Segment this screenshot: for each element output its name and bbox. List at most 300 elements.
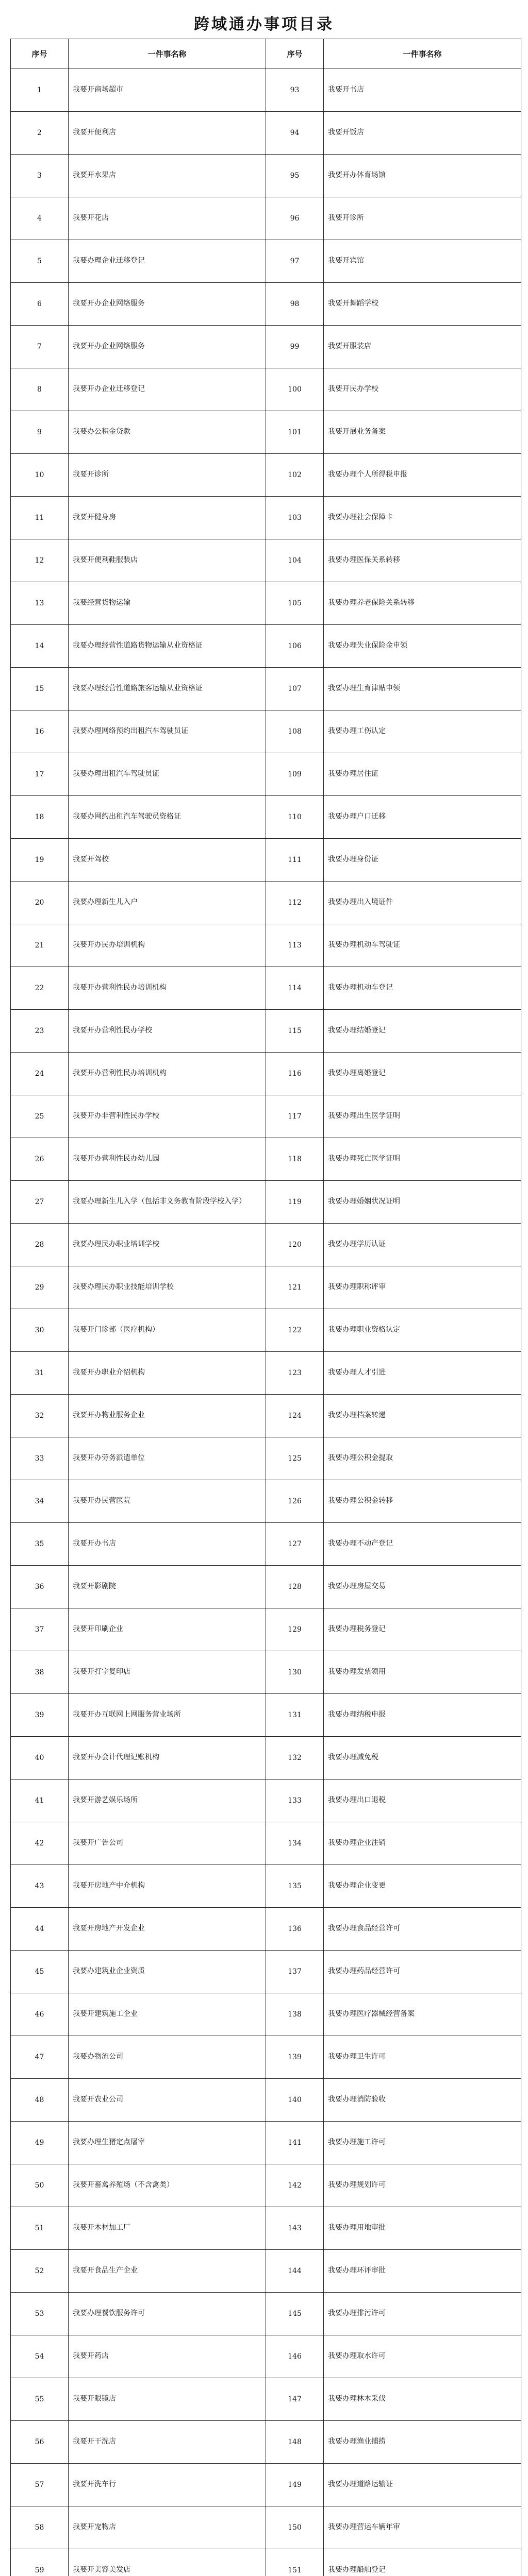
row-number: 46: [11, 1993, 69, 2036]
matter-name: 我要开诊所: [69, 454, 266, 497]
matter-name: 我要办理减免税: [324, 1737, 521, 1780]
table-row: [11, 1993, 521, 2036]
row-number: 125: [266, 1437, 324, 1480]
table-row: [11, 2506, 521, 2549]
row-number: 129: [266, 1608, 324, 1651]
matter-name: 我要办理身份证: [324, 839, 521, 882]
matter-name: 我要办理机动车驾驶证: [324, 924, 521, 967]
matter-name: 我要办理林木采伐: [324, 2378, 521, 2421]
row-number: 11: [11, 497, 69, 539]
row-number: 40: [11, 1737, 69, 1780]
matter-name: 我要开办民营医院: [69, 1480, 266, 1523]
matter-name: 我要办理不动产登记: [324, 1523, 521, 1566]
matter-name: 我要开健身房: [69, 497, 266, 539]
row-number: 149: [266, 2464, 324, 2506]
matter-name: 我要开办企业网络服务: [69, 326, 266, 368]
table-row: [11, 1437, 521, 1480]
matter-name: 我要开办职业介绍机构: [69, 1352, 266, 1395]
matter-name: 我要开办劳务派遣单位: [69, 1437, 266, 1480]
row-number: 99: [266, 326, 324, 368]
table-row: [11, 2164, 521, 2207]
matter-name: 我要办理新生儿入户: [69, 882, 266, 924]
matter-name: 我要办理出生医学证明: [324, 1095, 521, 1138]
row-number: 57: [11, 2464, 69, 2506]
table-row: [11, 240, 521, 283]
table-row: [11, 1694, 521, 1737]
matter-name: 我要开饭店: [324, 112, 521, 155]
matter-name: 我要办理船舶登记: [324, 2549, 521, 2576]
row-number: 100: [266, 368, 324, 411]
row-number: 112: [266, 882, 324, 924]
matter-name: 我要办理出租汽车驾驶员证: [69, 753, 266, 796]
table-row: [11, 1822, 521, 1865]
matter-name: 我要开宠物店: [69, 2506, 266, 2549]
matter-name: 我要开办民办培训机构: [69, 924, 266, 967]
matter-name: 我要开办书店: [69, 1523, 266, 1566]
row-number: 143: [266, 2207, 324, 2250]
matter-name: 我要办理食品经营许可: [324, 1908, 521, 1951]
matter-name: 我要办理生猪定点屠宰: [69, 2122, 266, 2164]
row-number: 7: [11, 326, 69, 368]
matter-name: 我要办理出口退税: [324, 1780, 521, 1822]
row-number: 10: [11, 454, 69, 497]
row-number: 1: [11, 69, 69, 112]
table-row: [11, 1651, 521, 1694]
matter-name: 我要开展业务备案: [324, 411, 521, 454]
header-no-right: 序号: [266, 39, 324, 69]
matter-name: 我要办理学历认证: [324, 1224, 521, 1266]
table-row: [11, 1566, 521, 1608]
table-row: [11, 753, 521, 796]
table-row: [11, 1010, 521, 1053]
matter-name: 我要开办营利性民办学校: [69, 1010, 266, 1053]
table-row: [11, 2250, 521, 2293]
matter-name: 我要开办营利性民办培训机构: [69, 1053, 266, 1095]
table-row: [11, 882, 521, 924]
row-number: 22: [11, 967, 69, 1010]
row-number: 108: [266, 710, 324, 753]
row-number: 50: [11, 2164, 69, 2207]
row-number: 24: [11, 1053, 69, 1095]
table-row: [11, 1780, 521, 1822]
row-number: 138: [266, 1993, 324, 2036]
matter-name: 我要开房地产中介机构: [69, 1865, 266, 1908]
matter-name: 我要办理公积金转移: [324, 1480, 521, 1523]
row-number: 97: [266, 240, 324, 283]
row-number: 147: [266, 2378, 324, 2421]
matter-name: 我要办理企业注销: [324, 1822, 521, 1865]
matter-name: 我要办理网络预约出租汽车驾驶员证: [69, 710, 266, 753]
row-number: 117: [266, 1095, 324, 1138]
matter-name: 我要办理取水许可: [324, 2335, 521, 2378]
matter-name: 我要开便利店: [69, 112, 266, 155]
matter-name: 我要办理药品经营许可: [324, 1951, 521, 1993]
row-number: 34: [11, 1480, 69, 1523]
matter-name: 我要办理出入境证件: [324, 882, 521, 924]
row-number: 115: [266, 1010, 324, 1053]
matter-name: 我要开食品生产企业: [69, 2250, 266, 2293]
matter-name: 我要办理企业变更: [324, 1865, 521, 1908]
matter-name: 我要办理职称评审: [324, 1266, 521, 1309]
row-number: 128: [266, 1566, 324, 1608]
row-number: 33: [11, 1437, 69, 1480]
table-row: [11, 454, 521, 497]
table-row: [11, 1095, 521, 1138]
matter-name: 我要开诊所: [324, 197, 521, 240]
table-row: [11, 1608, 521, 1651]
table-body: [11, 69, 521, 2576]
table-row: [11, 710, 521, 753]
matter-name: 我要办理个人所得税申报: [324, 454, 521, 497]
matter-name: 我要开药店: [69, 2335, 266, 2378]
matter-name: 我要办理房屋交易: [324, 1566, 521, 1608]
table-row: [11, 1395, 521, 1437]
row-number: 135: [266, 1865, 324, 1908]
matter-name: 我要开办企业迁移登记: [69, 368, 266, 411]
row-number: 28: [11, 1224, 69, 1266]
table-row: [11, 326, 521, 368]
row-number: 31: [11, 1352, 69, 1395]
row-number: 111: [266, 839, 324, 882]
row-number: 137: [266, 1951, 324, 1993]
row-number: 59: [11, 2549, 69, 2576]
row-number: 12: [11, 539, 69, 582]
row-number: 20: [11, 882, 69, 924]
matter-name: 我要开服装店: [324, 326, 521, 368]
row-number: 21: [11, 924, 69, 967]
table-row: [11, 539, 521, 582]
table-row: [11, 1523, 521, 1566]
row-number: 49: [11, 2122, 69, 2164]
matter-name: 我要开便利鞋服装店: [69, 539, 266, 582]
row-number: 136: [266, 1908, 324, 1951]
matter-name: 我要办理税务登记: [324, 1608, 521, 1651]
row-number: 113: [266, 924, 324, 967]
table-row: [11, 2464, 521, 2506]
row-number: 2: [11, 112, 69, 155]
matter-name: 我要办理渔业捕捞: [324, 2421, 521, 2464]
matter-name: 我要开房地产开发企业: [69, 1908, 266, 1951]
row-number: 13: [11, 582, 69, 625]
row-number: 5: [11, 240, 69, 283]
table-row: [11, 368, 521, 411]
matter-name: 我要办理施工许可: [324, 2122, 521, 2164]
row-number: 41: [11, 1780, 69, 1822]
table-row: [11, 2293, 521, 2335]
row-number: 132: [266, 1737, 324, 1780]
matter-name: 我要办公积金贷款: [69, 411, 266, 454]
matter-name: 我要开水果店: [69, 155, 266, 197]
matter-name: 我要开民办学校: [324, 368, 521, 411]
row-number: 119: [266, 1181, 324, 1224]
table-row: [11, 1352, 521, 1395]
matter-name: 我要办理营运车辆年审: [324, 2506, 521, 2549]
table-header-row: [11, 39, 521, 69]
row-number: 116: [266, 1053, 324, 1095]
row-number: 103: [266, 497, 324, 539]
table-row: [11, 796, 521, 839]
row-number: 37: [11, 1608, 69, 1651]
table-row: [11, 625, 521, 668]
row-number: 124: [266, 1395, 324, 1437]
row-number: 134: [266, 1822, 324, 1865]
matter-name: 我要办理档案转递: [324, 1395, 521, 1437]
row-number: 29: [11, 1266, 69, 1309]
matter-name: 我要办理公积金提取: [324, 1437, 521, 1480]
row-number: 8: [11, 368, 69, 411]
row-number: 51: [11, 2207, 69, 2250]
matter-name: 我要办物流公司: [69, 2036, 266, 2079]
matter-name: 我要开办非营利性民办学校: [69, 1095, 266, 1138]
matter-name: 我要开办会计代理记账机构: [69, 1737, 266, 1780]
row-number: 106: [266, 625, 324, 668]
matter-name: 我要办理机动车登记: [324, 967, 521, 1010]
table-row: [11, 2036, 521, 2079]
row-number: 27: [11, 1181, 69, 1224]
matter-name: 我要办理离婚登记: [324, 1053, 521, 1095]
row-number: 18: [11, 796, 69, 839]
matter-name: 我要开打字复印店: [69, 1651, 266, 1694]
table-row: [11, 2549, 521, 2576]
row-number: 104: [266, 539, 324, 582]
row-number: 133: [266, 1780, 324, 1822]
table-row: [11, 1138, 521, 1181]
row-number: 94: [266, 112, 324, 155]
row-number: 14: [11, 625, 69, 668]
row-number: 121: [266, 1266, 324, 1309]
matter-name: 我要开影剧院: [69, 1566, 266, 1608]
matter-name: 我要办网约出租汽车驾驶员资格证: [69, 796, 266, 839]
matter-name: 我要办理企业迁移登记: [69, 240, 266, 283]
row-number: 4: [11, 197, 69, 240]
matter-name: 我要办理医保关系转移: [324, 539, 521, 582]
table-row: [11, 497, 521, 539]
row-number: 16: [11, 710, 69, 753]
matter-name: 我要办理发票领用: [324, 1651, 521, 1694]
row-number: 101: [266, 411, 324, 454]
matter-name: 我要办理经营性道路旅客运输从业资格证: [69, 668, 266, 710]
table-row: [11, 1266, 521, 1309]
matter-name: 我要开办企业网络服务: [69, 283, 266, 326]
row-number: 122: [266, 1309, 324, 1352]
row-number: 127: [266, 1523, 324, 1566]
table-row: [11, 924, 521, 967]
table-row: [11, 582, 521, 625]
row-number: 19: [11, 839, 69, 882]
matter-name: 我要开干洗店: [69, 2421, 266, 2464]
table-row: [11, 1480, 521, 1523]
matters-table: [10, 39, 521, 2576]
row-number: 151: [266, 2549, 324, 2576]
matter-name: 我要开舞蹈学校: [324, 283, 521, 326]
row-number: 15: [11, 668, 69, 710]
matter-name: 我要办理民办职业技能培训学校: [69, 1266, 266, 1309]
matter-name: 我要开办营利性民办幼儿园: [69, 1138, 266, 1181]
matter-name: 我要办理工伤认定: [324, 710, 521, 753]
row-number: 145: [266, 2293, 324, 2335]
row-number: 55: [11, 2378, 69, 2421]
matter-name: 我要办理用地审批: [324, 2207, 521, 2250]
row-number: 150: [266, 2506, 324, 2549]
matter-name: 我要办建筑业企业资质: [69, 1951, 266, 1993]
table-row: [11, 839, 521, 882]
matter-name: 我要办理人才引进: [324, 1352, 521, 1395]
matter-name: 我要开建筑施工企业: [69, 1993, 266, 2036]
row-number: 43: [11, 1865, 69, 1908]
matter-name: 我要办理卫生许可: [324, 2036, 521, 2079]
matter-name: 我要办理新生儿入学（包括非义务教育阶段学校入学）: [69, 1181, 266, 1224]
table-row: [11, 197, 521, 240]
row-number: 26: [11, 1138, 69, 1181]
matter-name: 我要办理环评审批: [324, 2250, 521, 2293]
matter-name: 我要办理失业保险金申领: [324, 625, 521, 668]
matter-name: 我要开眼镜店: [69, 2378, 266, 2421]
matter-name: 我要开办营利性民办培训机构: [69, 967, 266, 1010]
matter-name: 我要开花店: [69, 197, 266, 240]
row-number: 38: [11, 1651, 69, 1694]
matter-name: 我要开美容美发店: [69, 2549, 266, 2576]
matter-name: 我要开办互联网上网服务营业场所: [69, 1694, 266, 1737]
row-number: 44: [11, 1908, 69, 1951]
table-row: [11, 1951, 521, 1993]
matter-name: 我要开门诊部（医疗机构）: [69, 1309, 266, 1352]
row-number: 39: [11, 1694, 69, 1737]
matter-name: 我要办理职业资格认定: [324, 1309, 521, 1352]
matter-name: 我要办理消防验收: [324, 2079, 521, 2122]
table-row: [11, 967, 521, 1010]
matter-name: 我要办理医疗器械经营备案: [324, 1993, 521, 2036]
row-number: 58: [11, 2506, 69, 2549]
row-number: 110: [266, 796, 324, 839]
table-row: [11, 1309, 521, 1352]
table-row: [11, 1053, 521, 1095]
table-row: [11, 2079, 521, 2122]
matter-name: 我要办理排污许可: [324, 2293, 521, 2335]
row-number: 47: [11, 2036, 69, 2079]
row-number: 140: [266, 2079, 324, 2122]
matter-name: 我要开广告公司: [69, 1822, 266, 1865]
row-number: 25: [11, 1095, 69, 1138]
row-number: 52: [11, 2250, 69, 2293]
row-number: 45: [11, 1951, 69, 1993]
row-number: 131: [266, 1694, 324, 1737]
table-row: [11, 283, 521, 326]
matter-name: 我要开办物业服务企业: [69, 1395, 266, 1437]
row-number: 3: [11, 155, 69, 197]
row-number: 105: [266, 582, 324, 625]
table-row: [11, 2335, 521, 2378]
matter-name: 我要办理社会保障卡: [324, 497, 521, 539]
table-row: [11, 2122, 521, 2164]
matter-name: 我要办理死亡医学证明: [324, 1138, 521, 1181]
row-number: 146: [266, 2335, 324, 2378]
matter-name: 我要办理养老保险关系转移: [324, 582, 521, 625]
table-row: [11, 1908, 521, 1951]
row-number: 48: [11, 2079, 69, 2122]
row-number: 17: [11, 753, 69, 796]
matter-name: 我要开印刷企业: [69, 1608, 266, 1651]
row-number: 144: [266, 2250, 324, 2293]
row-number: 123: [266, 1352, 324, 1395]
row-number: 142: [266, 2164, 324, 2207]
matter-name: 我要开木材加工厂: [69, 2207, 266, 2250]
row-number: 120: [266, 1224, 324, 1266]
page-title: 跨域通办事项目录: [194, 15, 334, 33]
row-number: 95: [266, 155, 324, 197]
matter-name: 我要办理居住证: [324, 753, 521, 796]
table-row: [11, 2378, 521, 2421]
table-row: [11, 2207, 521, 2250]
matter-name: 我要开商场超市: [69, 69, 266, 112]
row-number: 23: [11, 1010, 69, 1053]
row-number: 53: [11, 2293, 69, 2335]
matter-name: 我要开宾馆: [324, 240, 521, 283]
table-row: [11, 2421, 521, 2464]
table-row: [11, 1181, 521, 1224]
row-number: 148: [266, 2421, 324, 2464]
row-number: 9: [11, 411, 69, 454]
row-number: 93: [266, 69, 324, 112]
matter-name: 我要办理户口迁移: [324, 796, 521, 839]
matter-name: 我要办理结婚登记: [324, 1010, 521, 1053]
row-number: 114: [266, 967, 324, 1010]
row-number: 130: [266, 1651, 324, 1694]
table-row: [11, 1865, 521, 1908]
matter-name: 我要办理经营性道路货物运输从业资格证: [69, 625, 266, 668]
row-number: 56: [11, 2421, 69, 2464]
row-number: 6: [11, 283, 69, 326]
row-number: 30: [11, 1309, 69, 1352]
matter-name: 我要开农业公司: [69, 2079, 266, 2122]
matter-name: 我要开洗车行: [69, 2464, 266, 2506]
matter-name: 我要办理道路运输证: [324, 2464, 521, 2506]
row-number: 141: [266, 2122, 324, 2164]
matter-name: 我要开驾校: [69, 839, 266, 882]
row-number: 32: [11, 1395, 69, 1437]
table-row: [11, 1737, 521, 1780]
table-row: [11, 112, 521, 155]
header-no-left: 序号: [11, 39, 69, 69]
matter-name: 我要办理婚姻状况证明: [324, 1181, 521, 1224]
table-row: [11, 1224, 521, 1266]
matter-name: 我要办理民办职业培训学校: [69, 1224, 266, 1266]
matter-name: 我要开书店: [324, 69, 521, 112]
matter-name: 我要办理纳税申报: [324, 1694, 521, 1737]
row-number: 118: [266, 1138, 324, 1181]
row-number: 54: [11, 2335, 69, 2378]
matter-name: 我要经营货物运输: [69, 582, 266, 625]
row-number: 35: [11, 1523, 69, 1566]
table-row: [11, 155, 521, 197]
row-number: 126: [266, 1480, 324, 1523]
matter-name: 我要开畜禽养殖场（不含禽类）: [69, 2164, 266, 2207]
row-number: 139: [266, 2036, 324, 2079]
row-number: 109: [266, 753, 324, 796]
matter-name: 我要办理餐饮服务许可: [69, 2293, 266, 2335]
matter-name: 我要办理规划许可: [324, 2164, 521, 2207]
row-number: 102: [266, 454, 324, 497]
matter-name: 我要办理生育津贴申领: [324, 668, 521, 710]
row-number: 42: [11, 1822, 69, 1865]
header-name-right: 一件事名称: [324, 39, 521, 69]
table-row: [11, 411, 521, 454]
row-number: 98: [266, 283, 324, 326]
row-number: 36: [11, 1566, 69, 1608]
matter-name: 我要开办体育场馆: [324, 155, 521, 197]
row-number: 107: [266, 668, 324, 710]
table-row: [11, 668, 521, 710]
header-name-left: 一件事名称: [69, 39, 266, 69]
